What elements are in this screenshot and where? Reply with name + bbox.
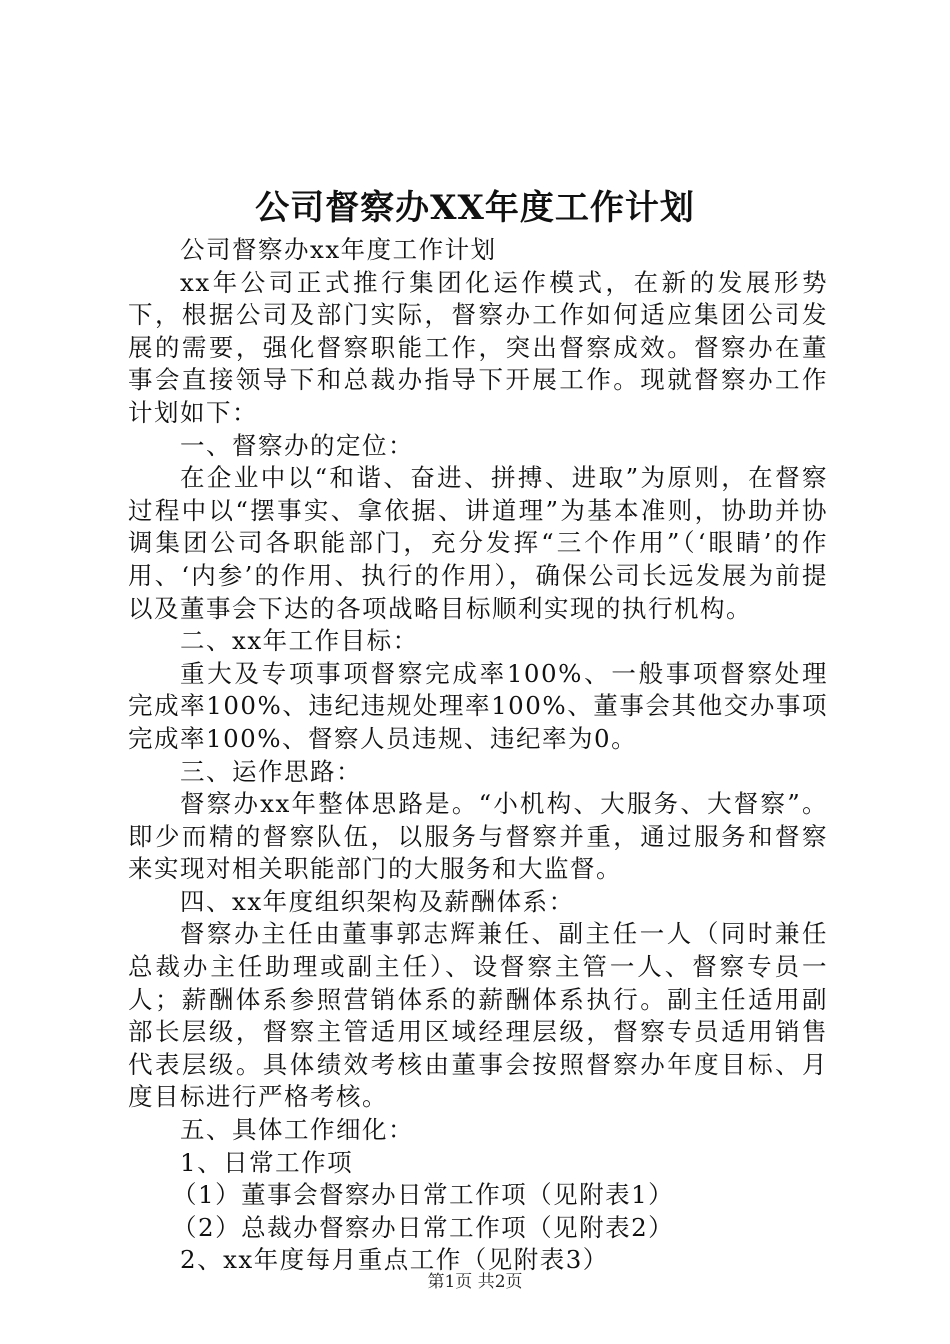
heading-section-1: 一、督察办的定位： <box>180 430 414 460</box>
heading-section-2: 二、xx年工作目标： <box>180 626 419 656</box>
list-item-president-daily: （2）总裁办督察办日常工作项（见附表2） <box>172 1212 675 1242</box>
page-number-footer: 第1页 共2页 <box>427 1272 523 1292</box>
paragraph-subtitle: 公司督察办xx年度工作计划 <box>180 235 497 264</box>
paragraph-section-2: 重大及专项事项督察完成率100%、一般事项督察处理完成率100%、违纪违规处理率100%、董事会其他交办事项完成率100%、督察人员违规、违纪率为0。 <box>128 658 828 753</box>
paragraph-intro: xx年公司正式推行集团化运作模式，在新的发展形势下，根据公司及部门实际，督察办工作如何适应集团公司发展的需要，强化督察职能工作，突出督察成效。督察办在董事会直接领导下和总裁办指导下开展工作。现就督察办工作计划如下： <box>128 267 828 427</box>
heading-section-5: 五、具体工作细化： <box>180 1115 414 1145</box>
document-title: 公司督察办XX年度工作计划 <box>255 188 695 228</box>
list-item-board-daily: （1）董事会督察办日常工作项（见附表1） <box>172 1180 675 1210</box>
heading-section-4: 四、xx年度组织架构及薪酬体系： <box>180 886 575 916</box>
list-item-daily-work: 1、日常工作项 <box>180 1147 354 1177</box>
paragraph-section-1: 在企业中以“和谐、奋进、拼搏、进取”为原则，在督察过程中以“摆事实、拿依据、讲道理”为基本准则，协助并协调集团公司各职能部门，充分发挥“三个作用”（‘眼睛’的作用、‘内参’的作用、执行的作用），确保公司长远发展为前提以及董事会下达的各项战略目标顺利实现的执行机构。 <box>128 463 828 623</box>
document-body <box>128 234 828 1277</box>
paragraph-section-4: 督察办主任由董事郭志辉兼任、副主任一人（同时兼任总裁办主任助理或副主任）、设督察主管一人、督察专员一人；薪酬体系参照营销体系的薪酬体系执行。副主任适用副部长层级，督察主管适用区域经理层级，督察专员适用销售代表层级。具体绩效考核由董事会按照督察办年度目标、月度目标进行严格考核。 <box>128 919 828 1112</box>
heading-section-3: 三、运作思路： <box>180 756 362 786</box>
list-item-monthly-key-work: 2、xx年度每月重点工作（见附表3） <box>180 1245 609 1275</box>
paragraph-section-3: 督察办xx年整体思路是。“小机构、大服务、大督察”。即少而精的督察队伍，以服务与督察并重，通过服务和督察来实现对相关职能部门的大服务和大监督。 <box>128 789 828 884</box>
